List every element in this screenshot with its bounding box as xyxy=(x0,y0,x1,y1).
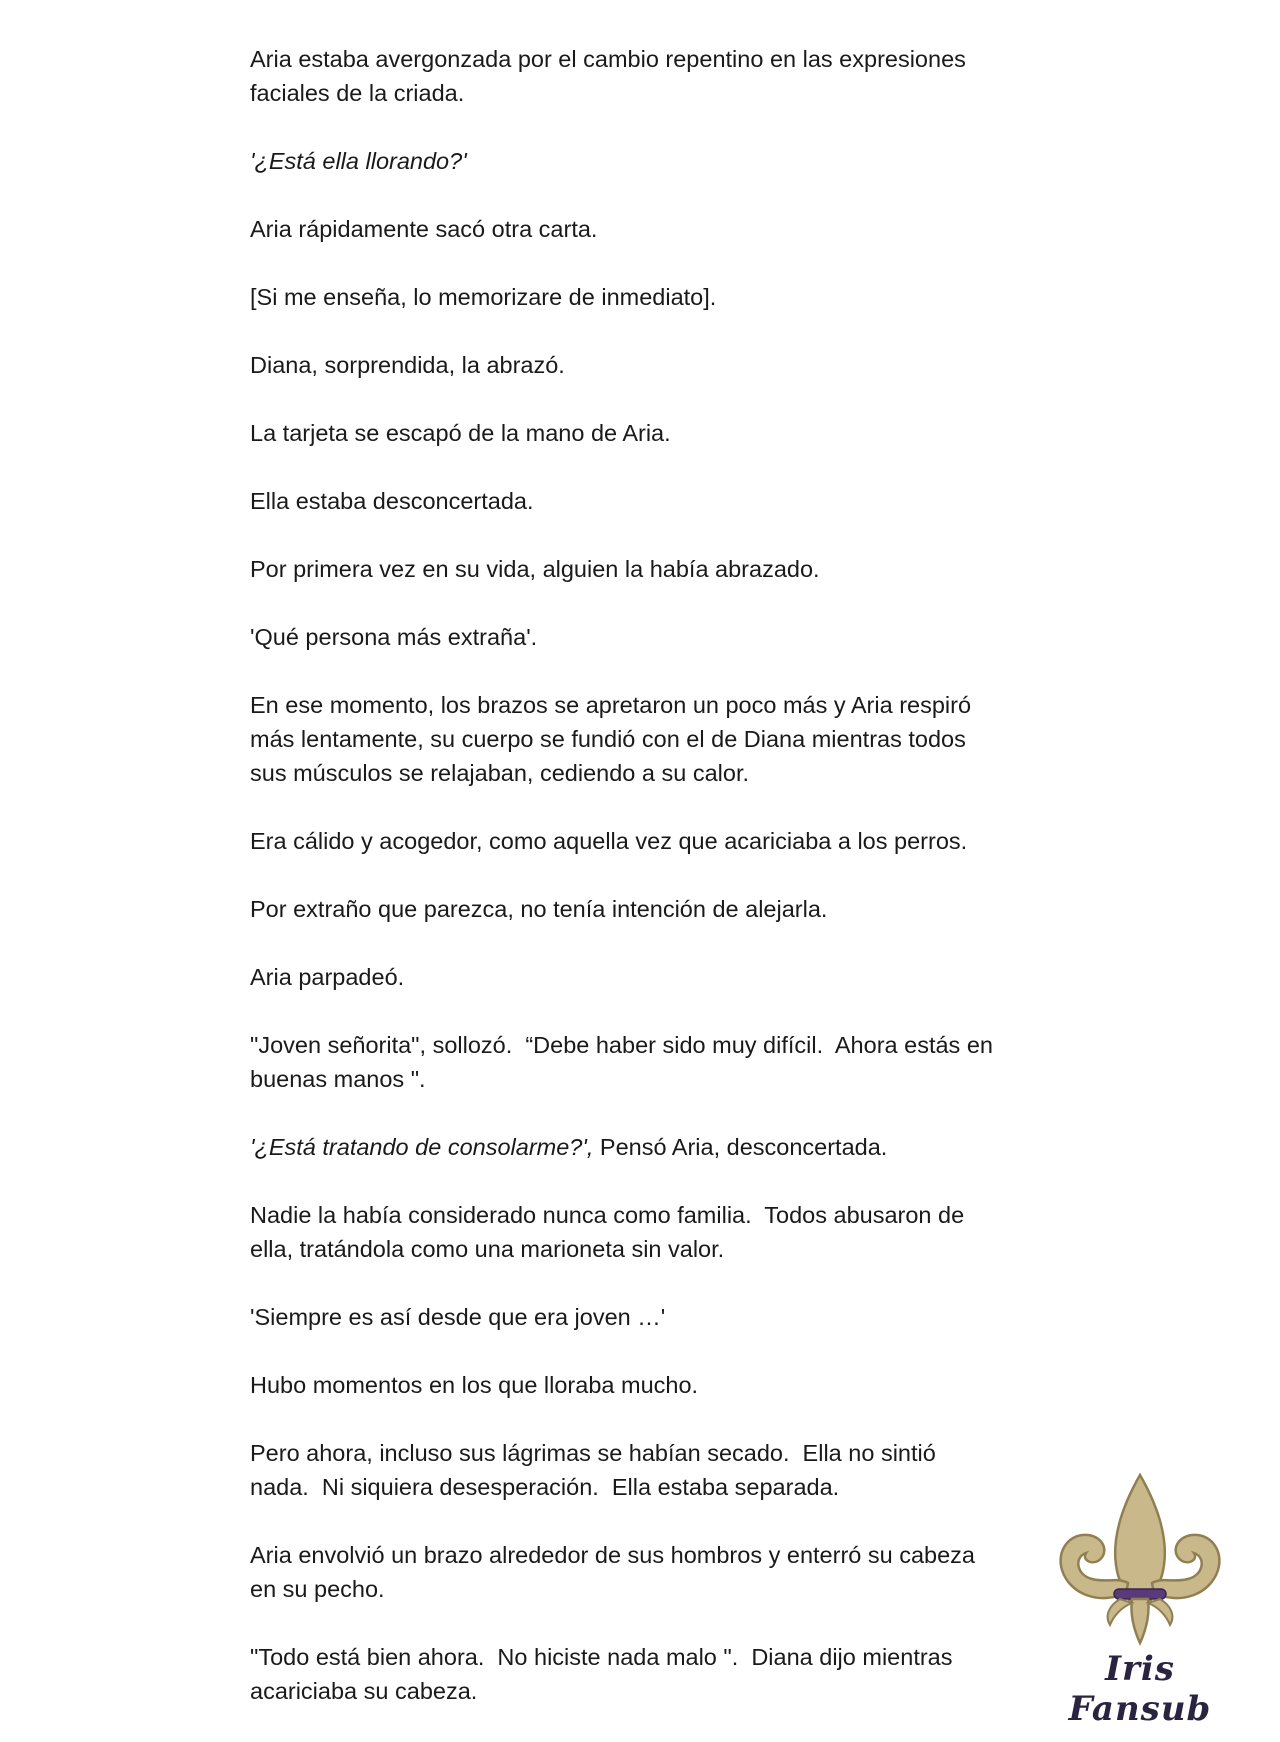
paragraph: En ese momento, los brazos se apretaron un poco más y Aria respiró más lentamente, su cuerpo se fundió con el de Diana mientras todos sus músculos se relajaban, cediendo a su calor. xyxy=(250,692,972,786)
thought-italic: '¿Está tratando de consolarme?', xyxy=(250,1134,594,1160)
paragraph: Por extraño que parezca, no tenía intención de alejarla. xyxy=(250,896,828,922)
document-body xyxy=(250,42,1050,1742)
paragraph: La tarjeta se escapó de la mano de Aria. xyxy=(250,420,671,446)
paragraph: Era cálido y acogedor, como aquella vez que acariciaba a los perros. xyxy=(250,828,968,854)
paragraph-italic: '¿Está ella llorando?' xyxy=(250,148,467,174)
paragraph: 'Qué persona más extraña'. xyxy=(250,624,538,650)
paragraph: Aria rápidamente sacó otra carta. xyxy=(250,216,598,242)
paragraph: Hubo momentos en los que lloraba mucho. xyxy=(250,1372,699,1398)
paragraph: [Si me enseña, lo memorizare de inmediato]. xyxy=(250,284,717,310)
fleur-de-lis-icon xyxy=(1040,1465,1240,1655)
paragraph: "Todo está bien ahora. No hiciste nada malo ". Diana dijo mientras acariciaba su cabeza. xyxy=(250,1644,953,1704)
paragraph-mixed xyxy=(250,1130,1050,1164)
watermark-logo xyxy=(1040,1465,1240,1729)
watermark-text: Iris Fansub xyxy=(1068,1649,1212,1729)
paragraph: Nadie la había considerado nunca como familia. Todos abusaron de ella, tratándola como una marioneta sin valor. xyxy=(250,1202,965,1262)
paragraph: Aria parpadeó. xyxy=(250,964,405,990)
paragraph: Por primera vez en su vida, alguien la había abrazado. xyxy=(250,556,820,582)
paragraph-remainder: Pensó Aria, desconcertada. xyxy=(593,1134,888,1160)
paragraph: Aria estaba avergonzada por el cambio repentino en las expresiones faciales de la criada. xyxy=(250,46,966,106)
paragraph: 'Siempre es así desde que era joven …' xyxy=(250,1304,666,1330)
paragraph: Aria envolvió un brazo alrededor de sus hombros y enterró su cabeza en su pecho. xyxy=(250,1542,975,1602)
paragraph: Diana, sorprendida, la abrazó. xyxy=(250,352,565,378)
paragraph: Ella estaba desconcertada. xyxy=(250,488,534,514)
paragraph: Pero ahora, incluso sus lágrimas se habían secado. Ella no sintió nada. Ni siquiera desesperación. Ella estaba separada. xyxy=(250,1440,936,1500)
paragraph: "Joven señorita", sollozó. “Debe haber sido muy difícil. Ahora estás en buenas manos ". xyxy=(250,1032,993,1092)
